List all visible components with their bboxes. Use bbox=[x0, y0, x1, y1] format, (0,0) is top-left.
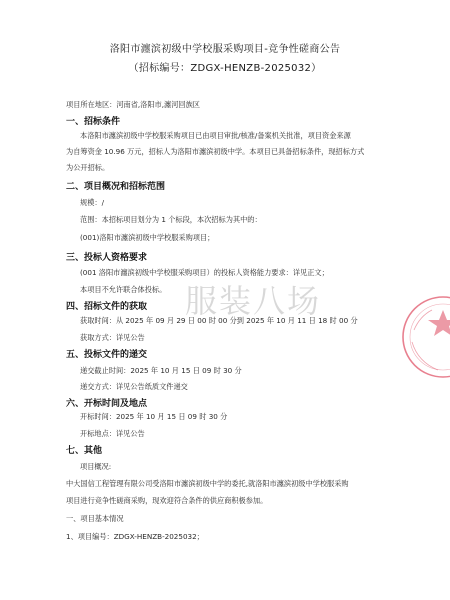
paragraph-line: 项目进行竞争性磋商采购，现欢迎符合条件的供应商积极参加。 bbox=[66, 496, 268, 505]
section-heading-submission: 五、投标文件的递交 bbox=[66, 350, 148, 360]
paragraph-line: 本洛阳市瀍滨初级中学校服采购项目已由项目审批/核准/备案机关批准，项目资金来源 bbox=[80, 131, 351, 140]
paragraph-line: (001 洛阳市瀍滨初级中学校服采购项目）的投标人资格能力要求：详见正文； bbox=[80, 268, 329, 277]
paragraph-line: 规模：/ bbox=[80, 198, 104, 207]
paragraph-line: 范围：本招标项目划分为 1 个标段，本次招标为其中的： bbox=[80, 215, 262, 224]
section-heading-other: 七、其他 bbox=[66, 446, 103, 456]
paragraph-line: 为自筹资金 10.96 万元，招标人为洛阳市瀍滨初级中学。本项目已具备招标条件，现招标方式 bbox=[66, 147, 365, 156]
paragraph-line: 一、项目基本情况 bbox=[66, 514, 124, 523]
section-heading-obtain-documents: 四、招标文件的获取 bbox=[66, 302, 148, 312]
project-location: 项目所在地区：河南省,洛阳市,瀍河回族区 bbox=[66, 100, 200, 109]
paragraph-line: 中大国信工程管理有限公司受洛阳市瀍滨初级中学的委托,就洛阳市瀍滨初级中学校服采购 bbox=[66, 479, 349, 488]
section-heading-bidder-qualifications: 三、投标人资格要求 bbox=[66, 253, 148, 263]
paragraph-line: 获取时间：从 2025 年 09 月 29 日 00 时 00 分到 2025 年 10 月 11 日 18 时 00 分 bbox=[80, 316, 358, 325]
bid-number: （招标编号：ZDGX-HENZB-2025032） bbox=[128, 63, 322, 74]
section-heading-bid-opening: 六、开标时间及地点 bbox=[66, 399, 148, 409]
paragraph-line: (001)洛阳市瀍滨初级中学校服采购项目； bbox=[80, 233, 215, 242]
paragraph-line: 为公开招标。 bbox=[66, 163, 110, 172]
announcement-title: 洛阳市瀍滨初级中学校服采购项目-竞争性磋商公告 bbox=[109, 44, 341, 55]
paragraph-line: 开标地点：详见公告 bbox=[80, 429, 145, 438]
paragraph-line: 递交方式：详见公告纸质文件递交 bbox=[80, 382, 188, 391]
paragraph-line: 1、项目编号：ZDGX-HENZB-2025032； bbox=[66, 532, 204, 541]
watermark-text: 服装八场 bbox=[185, 282, 322, 320]
paragraph-line: 本项目不允许联合体投标。 bbox=[80, 285, 167, 294]
paragraph-line: 递交截止时间：2025 年 10 月 15 日 09 时 30 分 bbox=[80, 366, 242, 375]
paragraph-line: 项目概况: bbox=[80, 462, 112, 471]
section-heading-project-overview: 二、项目概况和招标范围 bbox=[66, 182, 166, 192]
paragraph-line: 开标时间：2025 年 10 月 15 日 09 时 30 分 bbox=[80, 412, 228, 421]
official-seal-stamp bbox=[398, 292, 450, 382]
paragraph-line: 获取方式：详见公告 bbox=[80, 333, 145, 342]
section-heading-bid-conditions: 一、招标条件 bbox=[66, 117, 121, 127]
